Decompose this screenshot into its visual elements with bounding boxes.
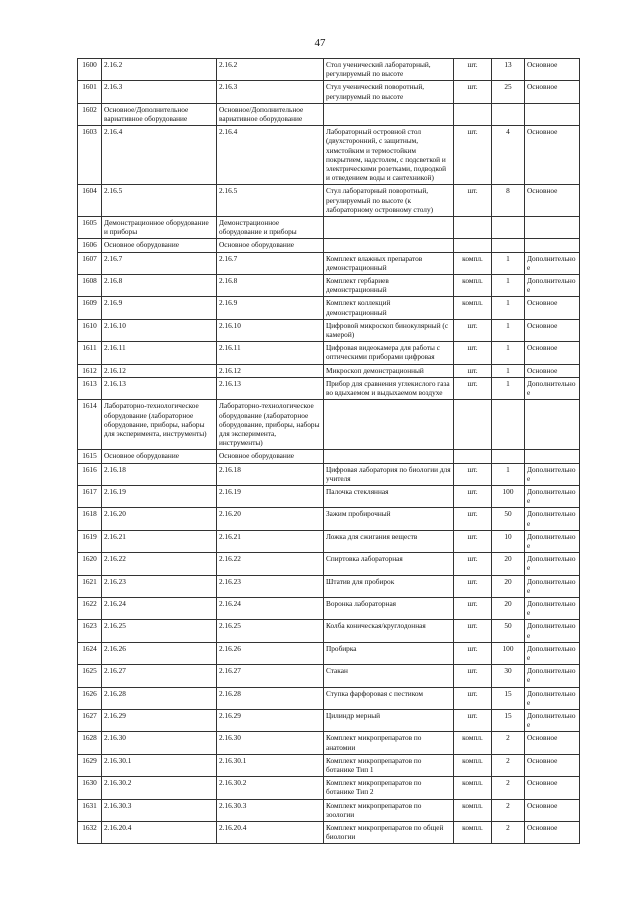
table-body	[78, 59, 580, 844]
item-name-cell: Комплект микропрепаратов по ботанике Тип 2	[324, 777, 454, 799]
quantity-cell: 1	[492, 463, 525, 485]
equipment-type-cell: Основное	[525, 754, 580, 776]
item-name-cell: Цифровая лаборатория по биологии для учителя	[324, 463, 454, 485]
item-name-cell: Ложка для сжигания веществ	[324, 530, 454, 552]
unit-cell: шт.	[454, 342, 492, 364]
unit-cell: шт.	[454, 377, 492, 399]
table-row	[78, 239, 580, 252]
item-name-cell	[324, 239, 454, 252]
item-name-cell: Воронка лабораторная	[324, 597, 454, 619]
code-ref-cell: Основное оборудование	[217, 450, 324, 463]
item-name-cell: Стакан	[324, 665, 454, 687]
code-ref-cell: 2.16.28	[217, 687, 324, 709]
page-number: 47	[314, 37, 326, 49]
code-cell: 2.16.20	[102, 508, 217, 530]
row-number-cell: 1615	[78, 450, 102, 463]
table-row	[78, 400, 580, 450]
code-ref-cell: 2.16.30.2	[217, 777, 324, 799]
code-ref-cell: Основное/Дополнительное вариативное оборудование	[217, 103, 324, 125]
unit-cell: компл.	[454, 777, 492, 799]
code-cell: 2.16.27	[102, 665, 217, 687]
equipment-type-cell	[525, 217, 580, 239]
equipment-type-cell: Основное	[525, 799, 580, 821]
table-row	[78, 777, 580, 799]
code-ref-cell: 2.16.30.3	[217, 799, 324, 821]
quantity-cell	[492, 450, 525, 463]
code-ref-cell: 2.16.21	[217, 530, 324, 552]
table-row	[78, 553, 580, 575]
unit-cell: шт.	[454, 185, 492, 217]
quantity-cell: 100	[492, 642, 525, 664]
unit-cell: шт.	[454, 126, 492, 185]
code-cell: 2.16.29	[102, 709, 217, 731]
item-name-cell: Комплект влажных препаратов демонстрационный	[324, 252, 454, 274]
unit-cell: шт.	[454, 530, 492, 552]
table-row	[78, 377, 580, 399]
item-name-cell: Комплект микропрепаратов по общей биологии	[324, 822, 454, 844]
unit-cell: компл.	[454, 822, 492, 844]
unit-cell: шт.	[454, 709, 492, 731]
row-number-cell: 1632	[78, 822, 102, 844]
item-name-cell	[324, 450, 454, 463]
code-cell: 2.16.24	[102, 597, 217, 619]
unit-cell: шт.	[454, 642, 492, 664]
table-row	[78, 319, 580, 341]
equipment-type-cell: Основное	[525, 319, 580, 341]
code-ref-cell: Демонстрационное оборудование и приборы	[217, 217, 324, 239]
code-cell: 2.16.8	[102, 275, 217, 297]
row-number-cell: 1614	[78, 400, 102, 450]
unit-cell: шт.	[454, 485, 492, 507]
code-ref-cell: 2.16.12	[217, 364, 324, 377]
quantity-cell: 100	[492, 485, 525, 507]
table-row	[78, 103, 580, 125]
table-row	[78, 687, 580, 709]
unit-cell	[454, 450, 492, 463]
code-ref-cell: Основное оборудование	[217, 239, 324, 252]
row-number-cell: 1618	[78, 508, 102, 530]
code-cell: Основное оборудование	[102, 239, 217, 252]
item-name-cell: Стул ученический поворотный, регулируемый по высоте	[324, 81, 454, 103]
item-name-cell	[324, 103, 454, 125]
code-cell: Лабораторно-технологическое оборудование (лабораторное оборудование, приборы, наборы для эксперимента, инструменты)	[102, 400, 217, 450]
row-number-cell: 1606	[78, 239, 102, 252]
quantity-cell: 1	[492, 342, 525, 364]
row-number-cell: 1622	[78, 597, 102, 619]
equipment-type-cell: Дополнительное	[525, 665, 580, 687]
row-number-cell: 1630	[78, 777, 102, 799]
equipment-type-cell: Дополнительное	[525, 508, 580, 530]
item-name-cell: Стол ученический лабораторный, регулируемый по высоте	[324, 59, 454, 81]
code-cell: 2.16.30.1	[102, 754, 217, 776]
table-row	[78, 799, 580, 821]
equipment-type-cell: Дополнительное	[525, 553, 580, 575]
unit-cell: шт.	[454, 81, 492, 103]
equipment-type-cell: Основное	[525, 81, 580, 103]
code-ref-cell: 2.16.13	[217, 377, 324, 399]
quantity-cell: 50	[492, 620, 525, 642]
unit-cell: компл.	[454, 754, 492, 776]
row-number-cell: 1620	[78, 553, 102, 575]
table-row	[78, 508, 580, 530]
item-name-cell: Спиртовка лабораторная	[324, 553, 454, 575]
table-row	[78, 732, 580, 754]
table-row	[78, 217, 580, 239]
code-cell: 2.16.7	[102, 252, 217, 274]
equipment-type-cell: Основное	[525, 732, 580, 754]
row-number-cell: 1628	[78, 732, 102, 754]
unit-cell: шт.	[454, 319, 492, 341]
code-ref-cell: 2.16.23	[217, 575, 324, 597]
equipment-type-cell	[525, 103, 580, 125]
quantity-cell: 2	[492, 754, 525, 776]
quantity-cell	[492, 103, 525, 125]
code-cell: 2.16.22	[102, 553, 217, 575]
item-name-cell: Штатив для пробирок	[324, 575, 454, 597]
code-cell: 2.16.23	[102, 575, 217, 597]
item-name-cell: Ступка фарфоровая с пестиком	[324, 687, 454, 709]
quantity-cell: 1	[492, 377, 525, 399]
item-name-cell: Цифровой микроскоп бинокулярный (с камерой)	[324, 319, 454, 341]
unit-cell: компл.	[454, 275, 492, 297]
equipment-type-cell: Дополнительное	[525, 642, 580, 664]
row-number-cell: 1619	[78, 530, 102, 552]
quantity-cell: 25	[492, 81, 525, 103]
code-ref-cell: 2.16.18	[217, 463, 324, 485]
unit-cell: компл.	[454, 297, 492, 319]
item-name-cell: Комплект микропрепаратов по зоологии	[324, 799, 454, 821]
quantity-cell: 4	[492, 126, 525, 185]
table-row	[78, 81, 580, 103]
quantity-cell: 50	[492, 508, 525, 530]
row-number-cell: 1610	[78, 319, 102, 341]
code-ref-cell: 2.16.24	[217, 597, 324, 619]
unit-cell	[454, 400, 492, 450]
equipment-type-cell: Основное	[525, 185, 580, 217]
table-row	[78, 485, 580, 507]
table-row	[78, 620, 580, 642]
row-number-cell: 1605	[78, 217, 102, 239]
row-number-cell: 1624	[78, 642, 102, 664]
unit-cell: шт.	[454, 463, 492, 485]
code-ref-cell: 2.16.5	[217, 185, 324, 217]
quantity-cell: 20	[492, 597, 525, 619]
code-cell: 2.16.20.4	[102, 822, 217, 844]
row-number-cell: 1613	[78, 377, 102, 399]
unit-cell: шт.	[454, 364, 492, 377]
code-ref-cell: 2.16.19	[217, 485, 324, 507]
row-number-cell: 1600	[78, 59, 102, 81]
code-cell: 2.16.30	[102, 732, 217, 754]
equipment-type-cell: Основное	[525, 59, 580, 81]
row-number-cell: 1607	[78, 252, 102, 274]
code-cell: 2.16.30.3	[102, 799, 217, 821]
code-ref-cell: 2.16.11	[217, 342, 324, 364]
unit-cell: компл.	[454, 732, 492, 754]
row-number-cell: 1631	[78, 799, 102, 821]
code-ref-cell: 2.16.22	[217, 553, 324, 575]
row-number-cell: 1602	[78, 103, 102, 125]
code-cell: 2.16.18	[102, 463, 217, 485]
code-ref-cell: 2.16.20	[217, 508, 324, 530]
table-row	[78, 597, 580, 619]
table-row	[78, 450, 580, 463]
table-row	[78, 364, 580, 377]
item-name-cell: Комплект гербариев демонстрационный	[324, 275, 454, 297]
code-cell: 2.16.30.2	[102, 777, 217, 799]
code-ref-cell: 2.16.9	[217, 297, 324, 319]
code-cell: Основное оборудование	[102, 450, 217, 463]
equipment-type-cell: Дополнительное	[525, 252, 580, 274]
equipment-type-cell: Основное	[525, 297, 580, 319]
code-ref-cell: 2.16.8	[217, 275, 324, 297]
equipment-type-cell: Основное	[525, 777, 580, 799]
code-cell: 2.16.4	[102, 126, 217, 185]
code-cell: 2.16.28	[102, 687, 217, 709]
quantity-cell	[492, 400, 525, 450]
equipment-type-cell	[525, 239, 580, 252]
code-ref-cell: 2.16.29	[217, 709, 324, 731]
row-number-cell: 1627	[78, 709, 102, 731]
equipment-type-cell: Дополнительное	[525, 687, 580, 709]
code-cell: 2.16.11	[102, 342, 217, 364]
item-name-cell: Пробирка	[324, 642, 454, 664]
code-ref-cell: Лабораторно-технологическое оборудование (лабораторное оборудование, приборы, наборы для эксперимента, инструменты)	[217, 400, 324, 450]
code-ref-cell: 2.16.30.1	[217, 754, 324, 776]
quantity-cell: 13	[492, 59, 525, 81]
table-row	[78, 822, 580, 844]
quantity-cell: 8	[492, 185, 525, 217]
unit-cell: шт.	[454, 59, 492, 81]
table-row	[78, 342, 580, 364]
code-cell: 2.16.3	[102, 81, 217, 103]
quantity-cell: 1	[492, 319, 525, 341]
quantity-cell: 1	[492, 364, 525, 377]
equipment-type-cell: Дополнительное	[525, 575, 580, 597]
quantity-cell: 15	[492, 687, 525, 709]
code-cell: 2.16.13	[102, 377, 217, 399]
code-ref-cell: 2.16.7	[217, 252, 324, 274]
table-row	[78, 252, 580, 274]
code-ref-cell: 2.16.26	[217, 642, 324, 664]
item-name-cell: Лабораторный островной стол (двухсторонний, с защитным, химстойким и термостойким покрытием, надстолем, с подсветкой и электрическими розетками, подводкой и отведением воды и сантехникой)	[324, 126, 454, 185]
row-number-cell: 1608	[78, 275, 102, 297]
item-name-cell: Цилиндр мерный	[324, 709, 454, 731]
item-name-cell: Комплект микропрепаратов по ботанике Тип 1	[324, 754, 454, 776]
equipment-type-cell: Дополнительное	[525, 463, 580, 485]
equipment-type-cell: Основное	[525, 126, 580, 185]
row-number-cell: 1623	[78, 620, 102, 642]
code-cell: Демонстрационное оборудование и приборы	[102, 217, 217, 239]
row-number-cell: 1601	[78, 81, 102, 103]
code-ref-cell: 2.16.4	[217, 126, 324, 185]
item-name-cell: Микроскоп демонстрационный	[324, 364, 454, 377]
table-row	[78, 275, 580, 297]
item-name-cell: Комплект коллекций демонстрационный	[324, 297, 454, 319]
code-ref-cell: 2.16.30	[217, 732, 324, 754]
table-row	[78, 185, 580, 217]
row-number-cell: 1617	[78, 485, 102, 507]
row-number-cell: 1621	[78, 575, 102, 597]
unit-cell: шт.	[454, 597, 492, 619]
table-row	[78, 754, 580, 776]
unit-cell	[454, 217, 492, 239]
equipment-type-cell: Дополнительное	[525, 275, 580, 297]
table-row	[78, 59, 580, 81]
equipment-type-cell: Дополнительное	[525, 709, 580, 731]
equipment-type-cell: Дополнительное	[525, 485, 580, 507]
table-row	[78, 575, 580, 597]
item-name-cell: Колба коническая/круглодонная	[324, 620, 454, 642]
table-row	[78, 665, 580, 687]
equipment-type-cell: Основное	[525, 342, 580, 364]
equipment-type-cell: Основное	[525, 364, 580, 377]
table-row	[78, 709, 580, 731]
unit-cell	[454, 103, 492, 125]
code-cell: 2.16.19	[102, 485, 217, 507]
row-number-cell: 1616	[78, 463, 102, 485]
code-ref-cell: 2.16.25	[217, 620, 324, 642]
item-name-cell: Комплект микропрепаратов по анатомии	[324, 732, 454, 754]
quantity-cell: 2	[492, 822, 525, 844]
item-name-cell: Палочка стеклянная	[324, 485, 454, 507]
equipment-type-cell	[525, 450, 580, 463]
unit-cell: шт.	[454, 575, 492, 597]
table-row	[78, 642, 580, 664]
unit-cell: компл.	[454, 799, 492, 821]
quantity-cell: 2	[492, 799, 525, 821]
quantity-cell: 30	[492, 665, 525, 687]
equipment-type-cell: Дополнительное	[525, 377, 580, 399]
table-row	[78, 463, 580, 485]
item-name-cell: Стул лабораторный поворотный, регулируемый по высоте (к лабораторному островному столу)	[324, 185, 454, 217]
quantity-cell: 2	[492, 732, 525, 754]
code-cell: 2.16.25	[102, 620, 217, 642]
code-ref-cell: 2.16.27	[217, 665, 324, 687]
unit-cell: шт.	[454, 687, 492, 709]
item-name-cell	[324, 400, 454, 450]
row-number-cell: 1611	[78, 342, 102, 364]
code-ref-cell: 2.16.10	[217, 319, 324, 341]
equipment-table	[77, 58, 580, 844]
quantity-cell: 2	[492, 777, 525, 799]
code-cell: 2.16.5	[102, 185, 217, 217]
quantity-cell: 1	[492, 252, 525, 274]
quantity-cell: 1	[492, 275, 525, 297]
unit-cell: шт.	[454, 553, 492, 575]
item-name-cell: Прибор для сравнения углекислого газа во вдыхаемом и выдыхаемом воздухе	[324, 377, 454, 399]
unit-cell: шт.	[454, 665, 492, 687]
equipment-type-cell: Дополнительное	[525, 597, 580, 619]
unit-cell: шт.	[454, 620, 492, 642]
equipment-type-cell: Основное	[525, 822, 580, 844]
table-row	[78, 126, 580, 185]
quantity-cell: 1	[492, 297, 525, 319]
quantity-cell: 20	[492, 553, 525, 575]
quantity-cell: 20	[492, 575, 525, 597]
table-row	[78, 297, 580, 319]
code-cell: 2.16.10	[102, 319, 217, 341]
quantity-cell: 10	[492, 530, 525, 552]
row-number-cell: 1609	[78, 297, 102, 319]
quantity-cell	[492, 217, 525, 239]
equipment-type-cell	[525, 400, 580, 450]
row-number-cell: 1626	[78, 687, 102, 709]
equipment-type-cell: Дополнительное	[525, 620, 580, 642]
quantity-cell: 15	[492, 709, 525, 731]
code-ref-cell: 2.16.20.4	[217, 822, 324, 844]
unit-cell: компл.	[454, 252, 492, 274]
quantity-cell	[492, 239, 525, 252]
code-cell: 2.16.12	[102, 364, 217, 377]
item-name-cell	[324, 217, 454, 239]
item-name-cell: Зажим пробирочный	[324, 508, 454, 530]
code-cell: 2.16.26	[102, 642, 217, 664]
code-cell: 2.16.2	[102, 59, 217, 81]
row-number-cell: 1629	[78, 754, 102, 776]
row-number-cell: 1604	[78, 185, 102, 217]
row-number-cell: 1612	[78, 364, 102, 377]
code-ref-cell: 2.16.3	[217, 81, 324, 103]
code-ref-cell: 2.16.2	[217, 59, 324, 81]
unit-cell	[454, 239, 492, 252]
row-number-cell: 1625	[78, 665, 102, 687]
unit-cell: шт.	[454, 508, 492, 530]
code-cell: Основное/Дополнительное вариативное оборудование	[102, 103, 217, 125]
table-row	[78, 530, 580, 552]
row-number-cell: 1603	[78, 126, 102, 185]
equipment-type-cell: Дополнительное	[525, 530, 580, 552]
code-cell: 2.16.21	[102, 530, 217, 552]
code-cell: 2.16.9	[102, 297, 217, 319]
item-name-cell: Цифровая видеокамера для работы с оптическими приборами цифровая	[324, 342, 454, 364]
